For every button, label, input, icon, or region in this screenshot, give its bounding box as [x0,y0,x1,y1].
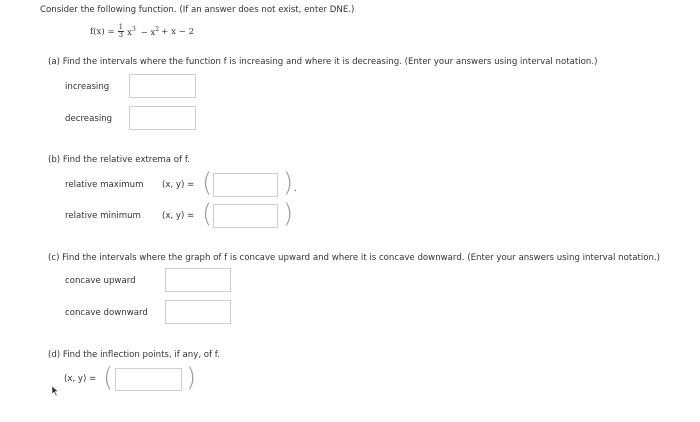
relative-minimum-label: relative minimum [65,211,141,221]
relative-maximum-xy-label: (x, y) = [162,180,195,190]
mouse-cursor-icon [52,386,59,396]
part-c-prompt: (c) Find the intervals where the graph of f is concave upward and where it is concave downward. (Enter your answers using interval notation.) [48,253,661,263]
relative-minimum-xy-label: (x, y) = [162,211,195,221]
part-d-prompt: (d) Find the inflection points, if any, of f. [48,350,220,360]
part-a-prompt: (a) Find the intervals where the function f is increasing and where it is decreasing. (Enter your answers using interval notation.) [48,57,598,67]
concave-upward-input[interactable] [165,268,231,292]
concave-downward-label: concave downward [65,308,148,318]
relative-minimum-input[interactable] [213,204,278,228]
decreasing-input[interactable] [129,106,196,130]
term-x-cubed [127,26,136,38]
decreasing-label: decreasing [65,114,113,124]
concave-downward-input[interactable] [165,300,231,324]
left-paren: ( [202,168,213,198]
fraction-denominator: 3 [118,31,124,39]
part-b-prompt: (b) Find the relative extrema of f. [48,155,190,165]
term-x-squared [138,26,159,38]
exponent-3: 3 [132,25,136,33]
function-expression [90,24,194,39]
right-paren: ) [283,199,294,229]
function-rest: + x − 2 [161,26,195,37]
fraction [118,24,124,39]
increasing-input[interactable] [129,74,196,98]
exponent-2: 2 [155,25,160,33]
increasing-label: increasing [65,82,110,92]
relative-maximum-label: relative maximum [65,180,144,190]
function-lhs: f(x) = [90,26,115,37]
term-minus-x: − x [140,27,156,38]
right-paren: ) [283,168,294,198]
inflection-xy-label: (x, y) = [64,374,97,384]
instructions: Consider the following function. (If an answer does not exist, enter DNE.) [40,5,355,15]
concave-upward-label: concave upward [65,276,136,286]
right-paren: ) [186,363,197,393]
relative-maximum-suffix: . [294,184,297,194]
left-paren: ( [103,363,114,393]
term-x: x [127,27,132,38]
inflection-point-input[interactable] [115,368,182,391]
relative-maximum-input[interactable] [213,173,278,197]
left-paren: ( [202,199,213,229]
fraction-numerator: 1 [118,23,124,31]
